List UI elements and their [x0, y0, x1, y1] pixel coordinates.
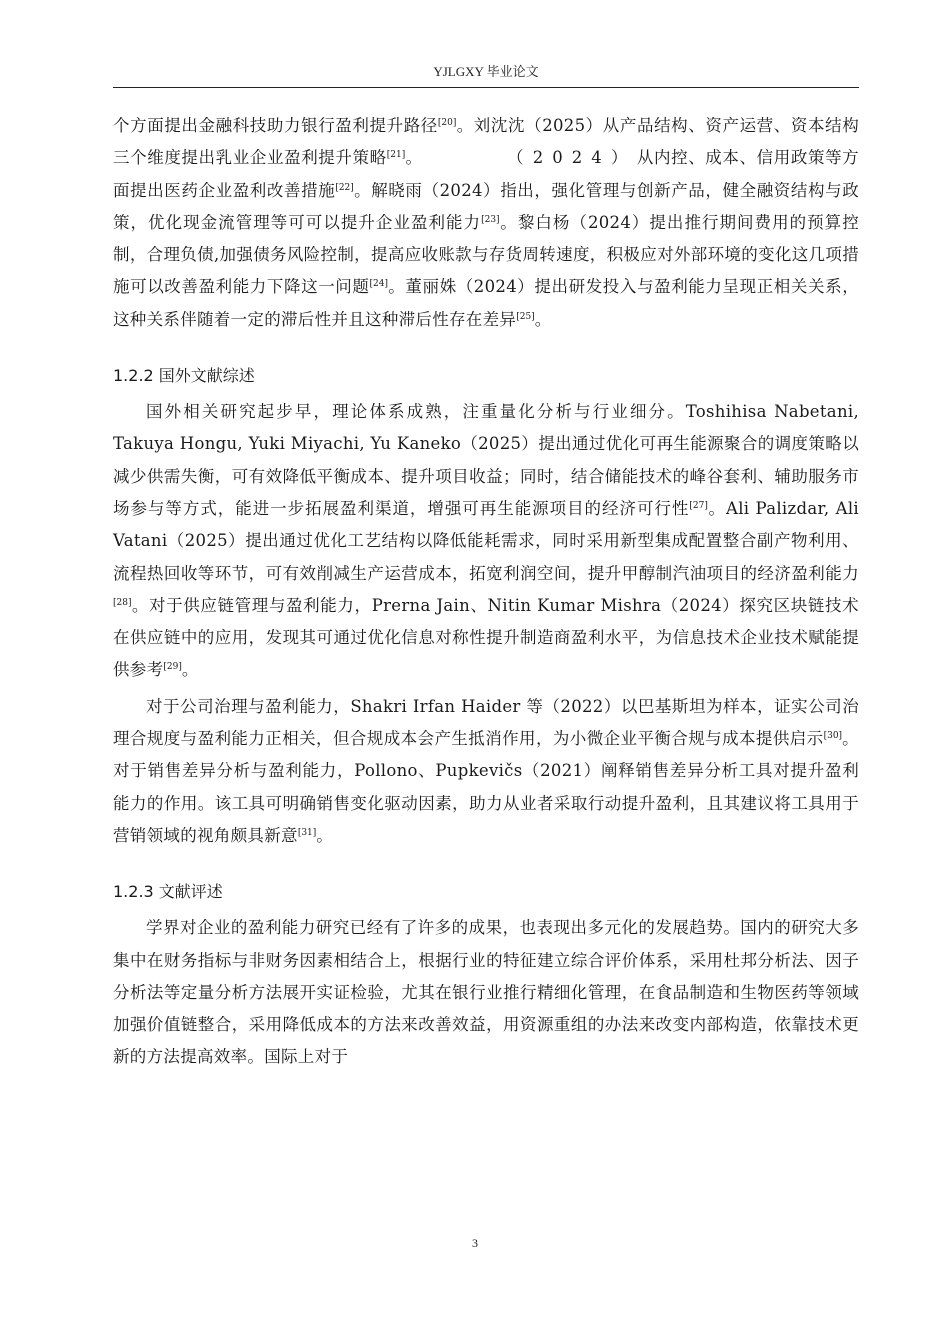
text-run: 。黎白杨（2024）提出推行期间费用的预算控制，合理负债,加强债务风险控制，提高应收账款与存货周转速度，积极应对外部环境的变化这几项措施可以改善盈利能力下降这一问题	[113, 212, 859, 297]
citation-ref: [23]	[481, 214, 500, 225]
spacer	[113, 852, 859, 876]
foreign-review-paragraph-2	[113, 691, 859, 852]
citation-ref: [25]	[516, 311, 535, 322]
text-run: 国外相关研究起步早，理论体系成熟，注重量化分析与行业细分。Toshihisa Nabetani, Takuya Hongu, Yuki Miyachi, Yu Kaneko（2025）提出通过优化可再生能源聚合的调度策略以减少供需失衡，可有效降低平衡成本、提升项目收益；同时，结合储能技术的峰谷套利、辅助服务市场参与等方式，能进一步拓展盈利渠道，增强可再生能源项目的经济可行性	[113, 402, 859, 518]
foreign-review-paragraph-1	[113, 396, 859, 687]
header-rule	[113, 87, 859, 88]
citation-ref: [21]	[386, 150, 406, 161]
citation-ref: [30]	[823, 731, 843, 742]
text-run: 。对于销售差异分析与盈利能力，Pollono、Pupkevičs（2021）阐释销售差异分析工具对提升盈利能力的作用。该工具可明确销售变化驱动因素，助力从业者采取行动提升盈利，且其建议将工具用于营销领域的视角颇具新意	[113, 729, 859, 845]
literature-comment-paragraph: 学界对企业的盈利能力研究已经有了许多的成果，也表现出多元化的发展趋势。国内的研究大多集中在财务指标与非财务因素相结合上，根据行业的特征建立综合评价体系，采用杜邦分析法、因子分析法等定量分析方法展开实证检验，尤其在银行业推行精细化管理，在食品制造和生物医药等领域加强价值链整合，采用降低成本的方法来改善效益，用资源重组的办法来改变内部构造，依靠技术更新的方法提高效率。国际上对于	[113, 918, 859, 1067]
text-run: 个方面提出金融科技助力银行盈利提升路径	[113, 116, 438, 135]
page-header: YJLGXY 毕业论文	[433, 64, 539, 79]
citation-ref: [20]	[437, 118, 457, 128]
citation-ref: [24]	[369, 279, 388, 290]
citation-ref: [28]	[113, 597, 132, 608]
text-run: 。	[534, 309, 552, 329]
citation-ref: [27]	[689, 500, 708, 511]
text-run: 。对于供应链管理与盈利能力，Prerna Jain、Nitin Kumar Mishra（2024）探究区块链技术在供应链中的应用，发现其可通过优化信息对称性提升制造商盈利水平，为信息技术企业技术赋能提供参考	[113, 595, 859, 680]
citation-ref: [22]	[335, 182, 354, 193]
text-run: 从内控、成本、信用政策等方面提出医药企业盈利改善措施	[113, 148, 859, 200]
text-run: 。	[316, 825, 334, 845]
text-run: 。	[405, 148, 423, 168]
body-text	[113, 110, 859, 1074]
spacer	[113, 336, 859, 360]
section-heading-foreign-review: 1.2.2 国外文献综述	[113, 366, 255, 386]
citation-ref: [31]	[297, 827, 317, 838]
citation-ref: [29]	[163, 662, 182, 673]
section-heading-literature-comment: 1.2.3 文献评述	[113, 882, 223, 902]
intro-paragraph	[113, 110, 859, 336]
page-number: 3	[472, 1236, 478, 1250]
text-run: （2024）	[506, 148, 637, 168]
text-run: 对于公司治理与盈利能力，Shakri Irfan Haider 等（2022）以巴基斯坦为样本，证实公司治理合规度与盈利能力正相关，但合规成本会产生抵消作用，为小微企业平衡合规与成本提供启示	[113, 696, 859, 749]
text-run: 。	[181, 660, 199, 680]
text-run: 。董丽姝（2024）提出研发投入与盈利能力呈现正相关关系，这种关系伴随着一定的滞后性并且这种滞后性存在差异	[113, 277, 859, 329]
text-run: 。Ali Palizdar, Ali Vatani（2025）提出通过优化工艺结构以降低能耗需求，同时采用新型集成配置整合副产物利用、流程热回收等环节，可有效削减生产运营成本，拓宽利润空间，提升甲醇制汽油项目的经济盈利能力	[113, 498, 859, 583]
text-run: 。解晓雨（2024）指出，强化管理与创新产品，健全融资结构与政策，优化现金流管理等可可以提升企业盈利能力	[113, 180, 859, 232]
text-run: 。刘沈沈（2025）从产品结构、资产运营、资本结构三个维度提出乳业企业盈利提升策略	[113, 116, 859, 168]
